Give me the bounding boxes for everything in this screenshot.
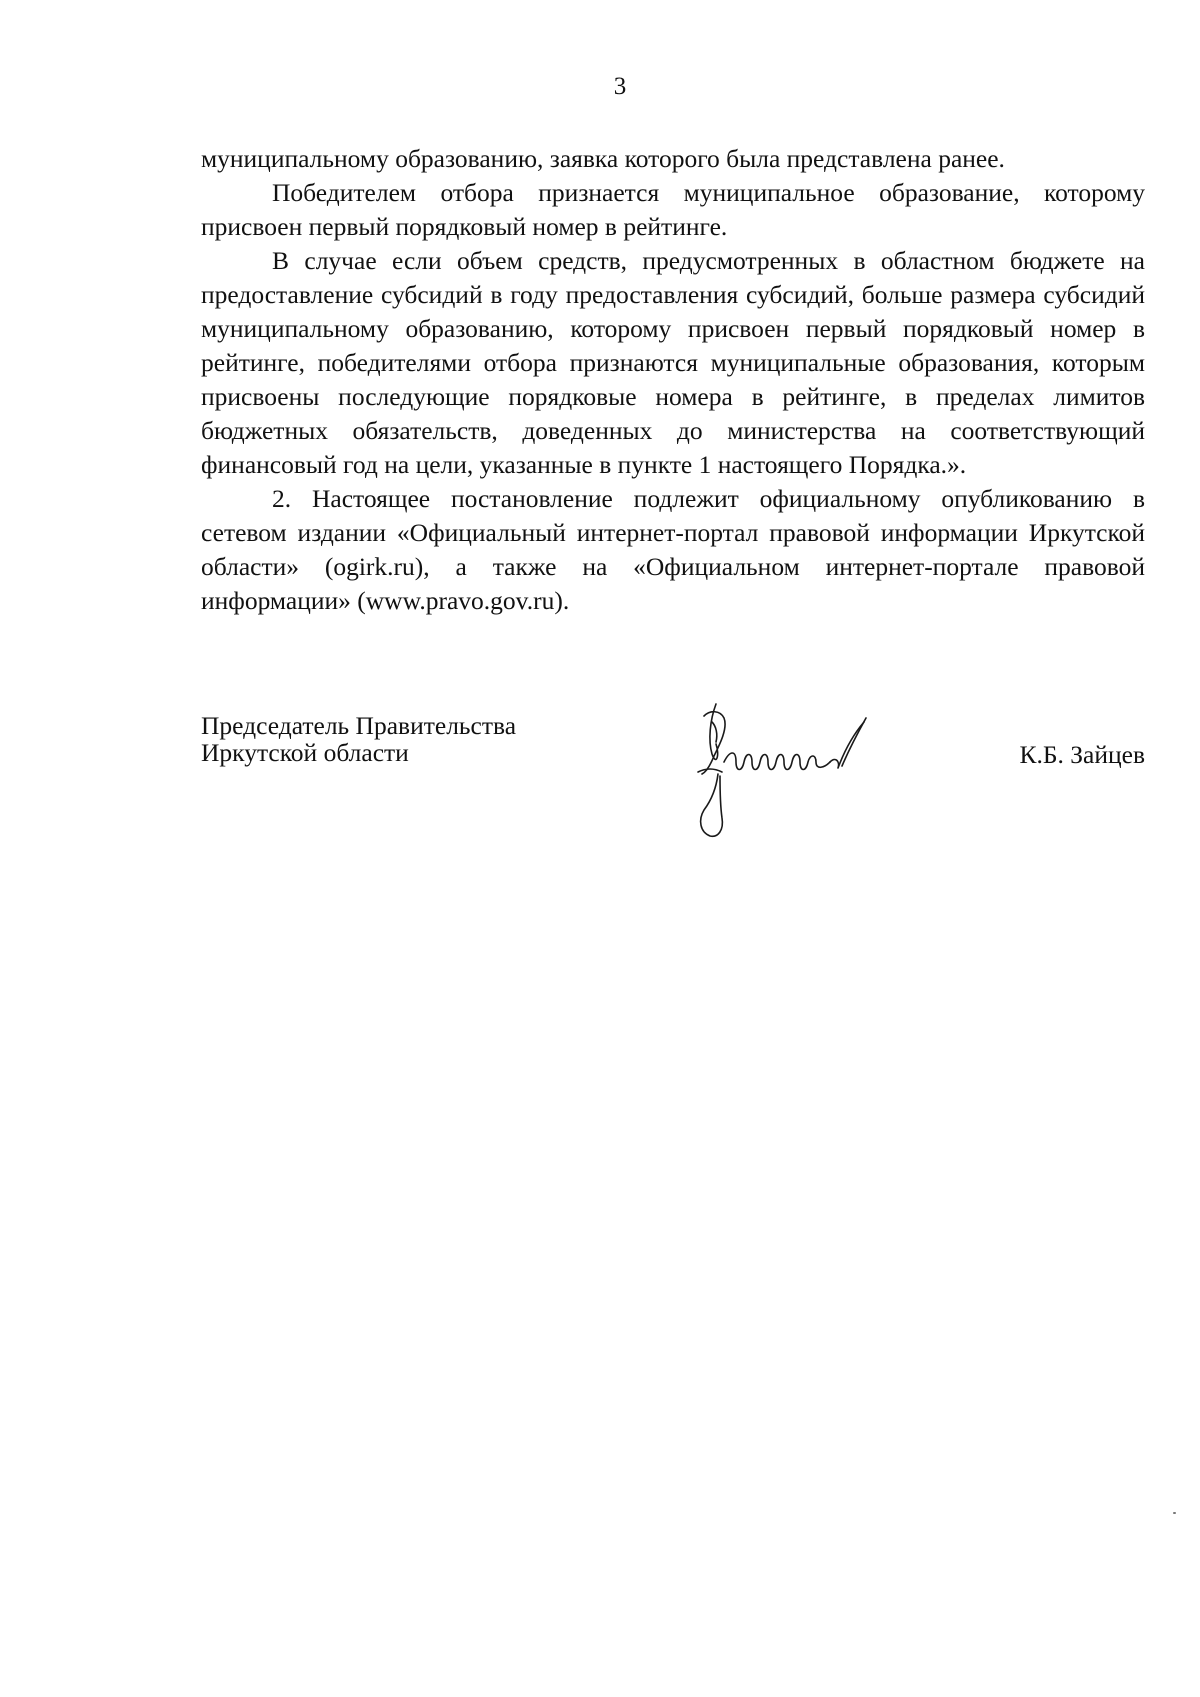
signer-title-line-2: Иркутской области	[201, 738, 409, 767]
signer-title	[201, 712, 516, 766]
scan-speck	[1173, 1512, 1176, 1514]
signature-block	[201, 712, 1145, 862]
page-number: 3	[613, 73, 627, 100]
signer-title-line-1: Председатель Правительства	[201, 711, 517, 740]
paragraph-4: 2. Настоящее постановление подлежит официальному опубликованию в сетевом издании «Официальный интернет-портал правовой информации Иркутской области» (ogirk.ru), а также на «Официальном интернет-портале правовой информации» (www.pravo.gov.ru).	[201, 484, 1145, 615]
document-body	[201, 142, 1145, 618]
signer-name: К.Б. Зайцев	[1019, 740, 1145, 769]
paragraph-1: муниципальному образованию, заявка которого была представлена ранее.	[201, 144, 1005, 173]
paragraph-2: Победителем отбора признается муниципальное образование, которому присвоен первый порядковый номер в рейтинге.	[201, 178, 1145, 241]
handwritten-signature	[676, 692, 926, 842]
paragraph-3: В случае если объем средств, предусмотренных в областном бюджете на предоставление субсидий в году предоставления субсидий, больше размера субсидий муниципальному образованию, которому присвоен первый порядковый номер в рейтинге, победителями отбора признаются муниципальные образования, которым присвоены последующие порядковые номера в рейтинге, в пределах лимитов бюджетных обязательств, доведенных до министерства на соответствующий финансовый год на цели, указанные в пункте 1 настоящего Порядка.».	[201, 246, 1145, 479]
